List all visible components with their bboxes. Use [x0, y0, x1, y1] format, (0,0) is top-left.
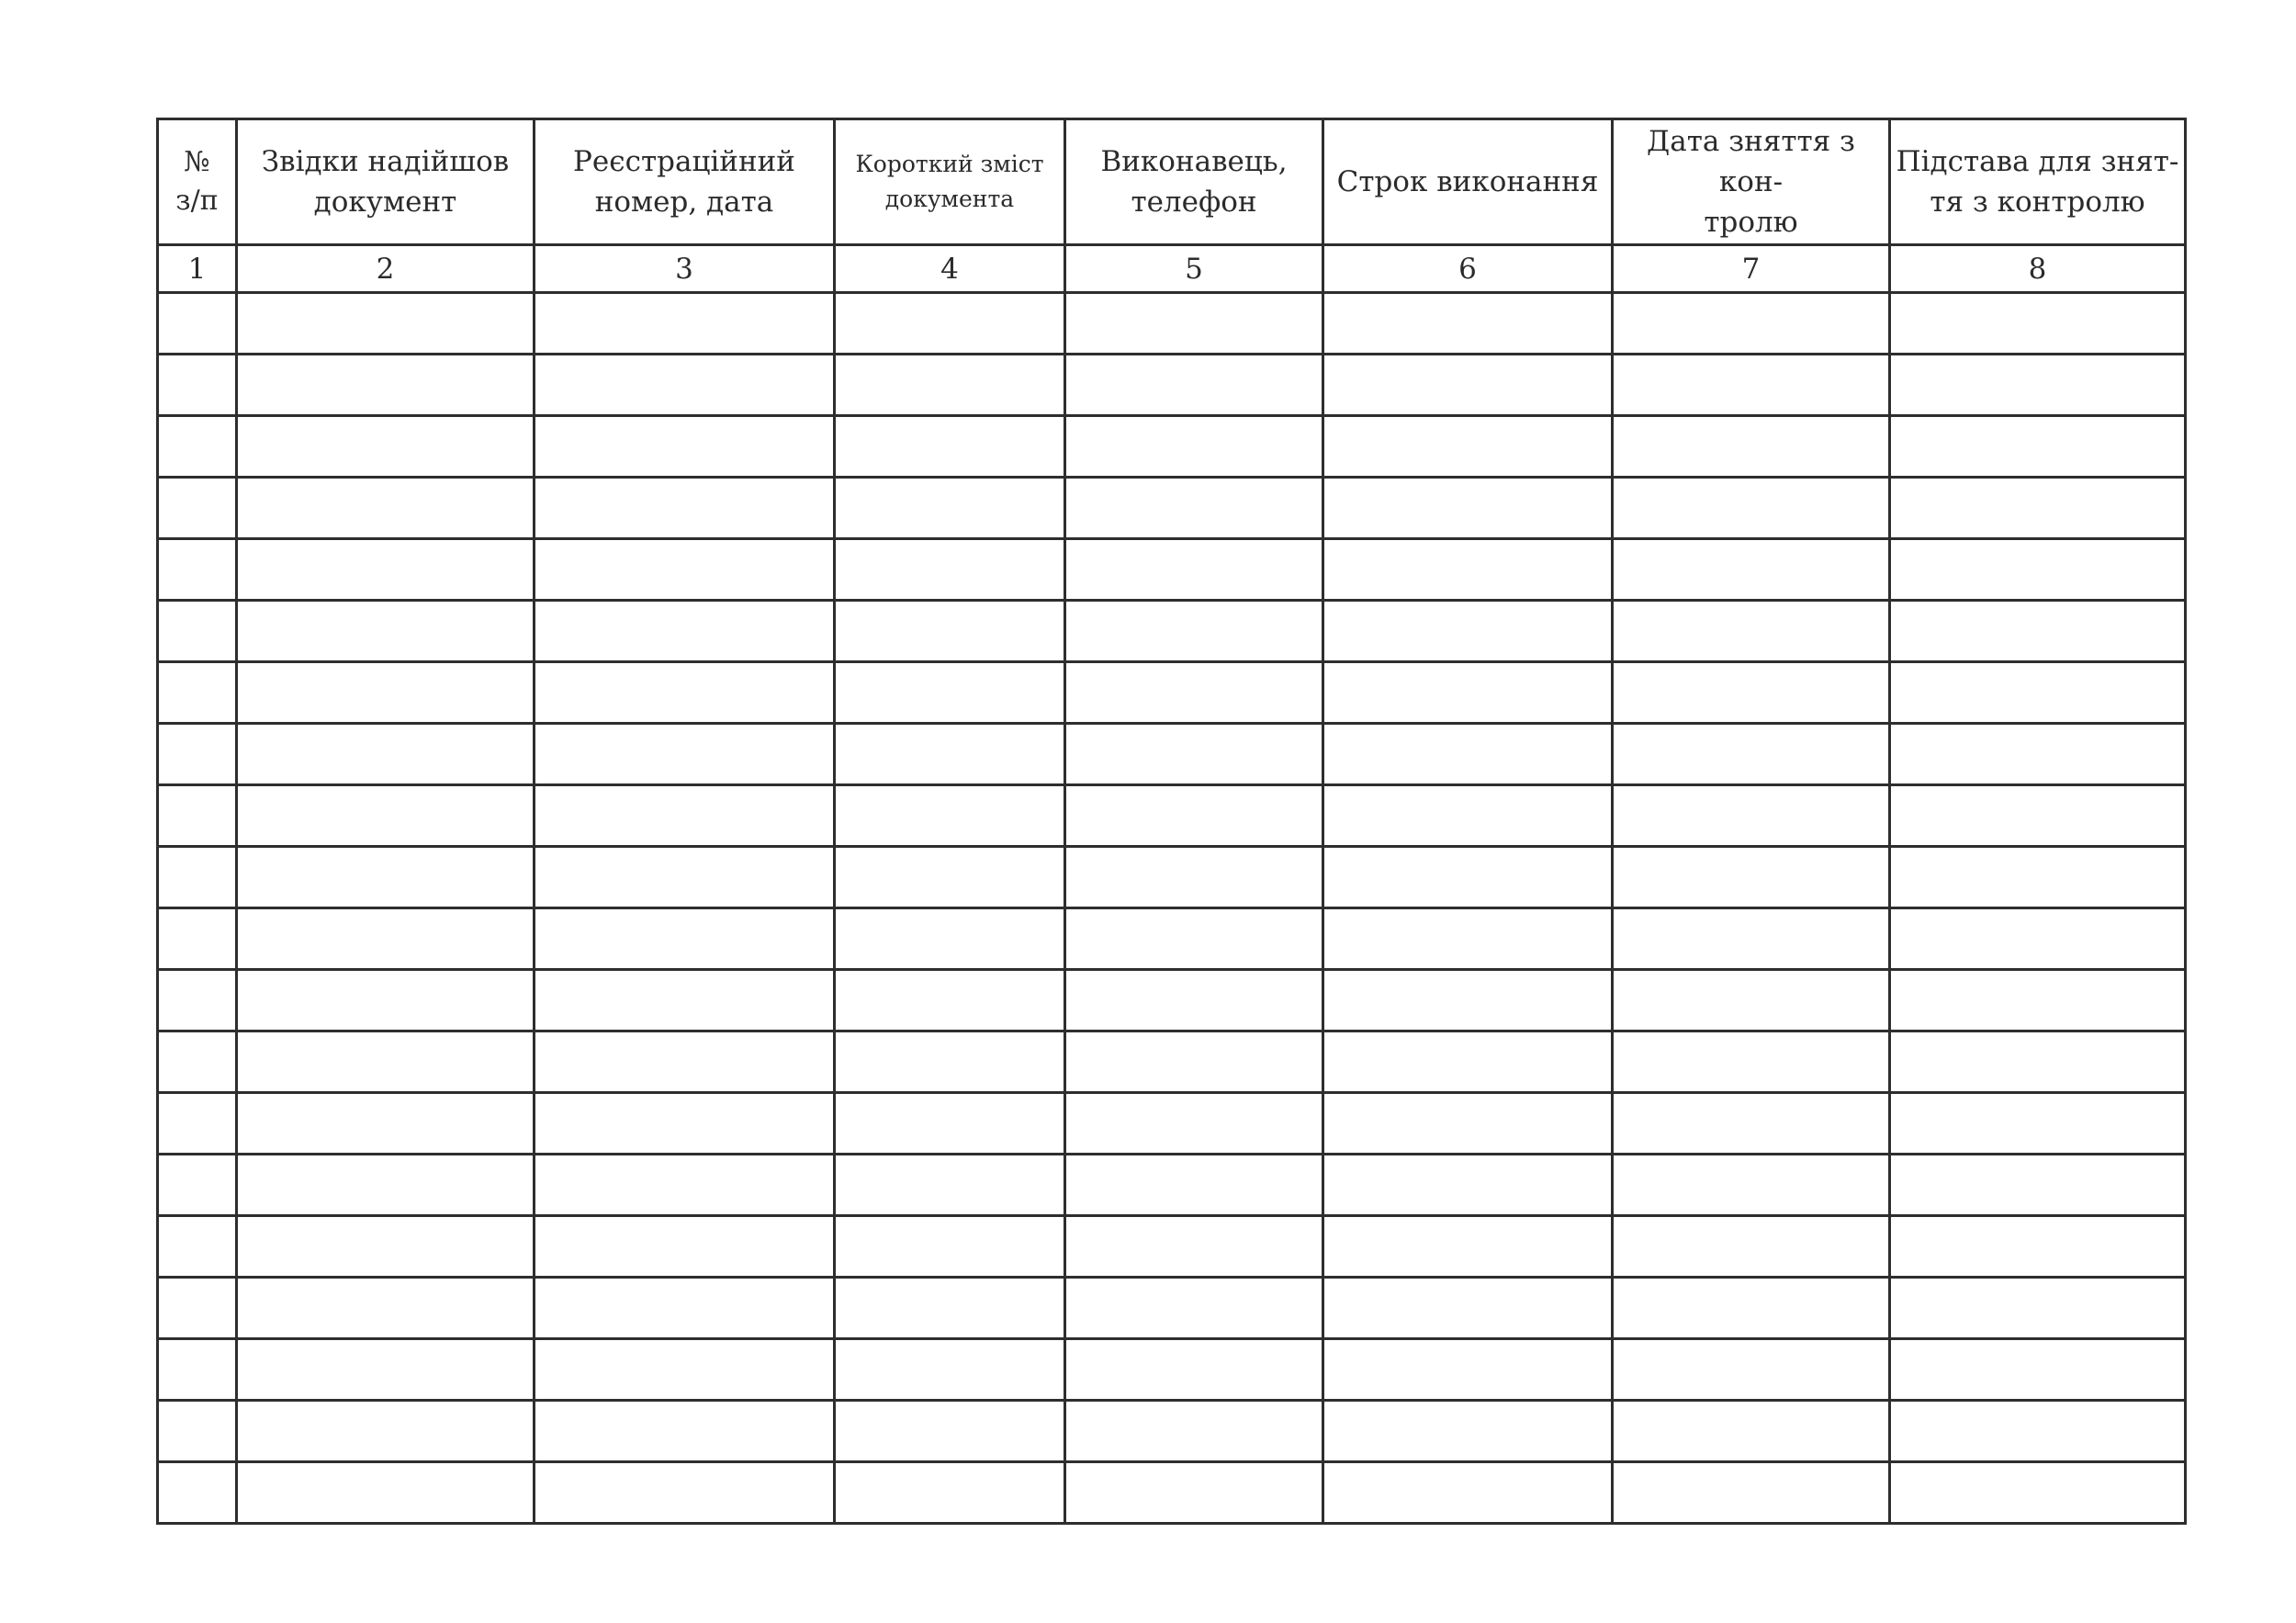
empty-cell	[1890, 785, 2186, 847]
header-row	[158, 119, 2186, 245]
empty-cell	[237, 416, 535, 478]
empty-cell	[1613, 970, 1890, 1031]
column-number: 4	[835, 245, 1065, 293]
empty-cell	[237, 478, 535, 539]
empty-cell	[1890, 662, 2186, 724]
empty-cell	[535, 416, 835, 478]
empty-cell	[1323, 1155, 1613, 1216]
empty-cell	[535, 1216, 835, 1278]
empty-cell	[1613, 1278, 1890, 1339]
empty-cell	[835, 1031, 1065, 1093]
empty-cell	[158, 1462, 237, 1524]
empty-cell	[1613, 1031, 1890, 1093]
header-cell-number: № з/п	[158, 119, 237, 245]
empty-cell	[1613, 662, 1890, 724]
empty-cell	[1890, 847, 2186, 908]
empty-cell	[1065, 1093, 1323, 1155]
empty-cell	[1323, 908, 1613, 970]
empty-cell	[1323, 847, 1613, 908]
empty-cell	[158, 355, 237, 416]
empty-cell	[1323, 478, 1613, 539]
empty-cell	[237, 1462, 535, 1524]
table-body	[158, 293, 2186, 1524]
empty-cell	[1890, 1401, 2186, 1462]
empty-cell	[237, 785, 535, 847]
empty-cell	[237, 847, 535, 908]
table-row	[158, 785, 2186, 847]
empty-cell	[237, 1339, 535, 1401]
empty-cell	[1065, 662, 1323, 724]
table-row	[158, 1155, 2186, 1216]
empty-cell	[1065, 1216, 1323, 1278]
column-number: 7	[1613, 245, 1890, 293]
empty-cell	[1065, 1339, 1323, 1401]
empty-cell	[158, 662, 237, 724]
empty-cell	[237, 1093, 535, 1155]
empty-cell	[1613, 1155, 1890, 1216]
empty-cell	[237, 293, 535, 355]
empty-cell	[1890, 416, 2186, 478]
empty-cell	[835, 724, 1065, 785]
empty-cell	[1890, 1031, 2186, 1093]
empty-cell	[535, 355, 835, 416]
empty-cell	[1323, 293, 1613, 355]
empty-cell	[835, 416, 1065, 478]
empty-cell	[1890, 1093, 2186, 1155]
empty-cell	[1065, 1401, 1323, 1462]
header-cell-registration: Реєстраційний номер, дата	[535, 119, 835, 245]
table-row	[158, 1031, 2186, 1093]
table-row	[158, 293, 2186, 355]
empty-cell	[1065, 785, 1323, 847]
empty-cell	[1613, 478, 1890, 539]
column-number: 5	[1065, 245, 1323, 293]
column-number: 1	[158, 245, 237, 293]
empty-cell	[835, 970, 1065, 1031]
empty-cell	[158, 539, 237, 601]
empty-cell	[835, 1401, 1065, 1462]
empty-cell	[158, 1031, 237, 1093]
empty-cell	[158, 724, 237, 785]
empty-cell	[237, 724, 535, 785]
empty-cell	[835, 1216, 1065, 1278]
empty-cell	[835, 1155, 1065, 1216]
empty-cell	[535, 539, 835, 601]
empty-cell	[1613, 1339, 1890, 1401]
empty-cell	[835, 662, 1065, 724]
empty-cell	[158, 478, 237, 539]
empty-cell	[535, 1093, 835, 1155]
empty-cell	[1323, 1216, 1613, 1278]
empty-cell	[1065, 1278, 1323, 1339]
empty-cell	[1613, 355, 1890, 416]
empty-cell	[535, 1339, 835, 1401]
empty-cell	[1613, 908, 1890, 970]
empty-cell	[1890, 601, 2186, 662]
empty-cell	[1065, 970, 1323, 1031]
header-cell-executor: Виконавець, телефон	[1065, 119, 1323, 245]
column-number: 8	[1890, 245, 2186, 293]
empty-cell	[158, 847, 237, 908]
empty-cell	[158, 1216, 237, 1278]
empty-cell	[1890, 908, 2186, 970]
empty-cell	[1065, 539, 1323, 601]
empty-cell	[1890, 1339, 2186, 1401]
table-row	[158, 1093, 2186, 1155]
empty-cell	[158, 970, 237, 1031]
table-row	[158, 1278, 2186, 1339]
empty-cell	[835, 478, 1065, 539]
column-number-row	[158, 245, 2186, 293]
table-row	[158, 970, 2186, 1031]
empty-cell	[1065, 355, 1323, 416]
empty-cell	[835, 1462, 1065, 1524]
empty-cell	[535, 847, 835, 908]
empty-cell	[237, 355, 535, 416]
empty-cell	[835, 785, 1065, 847]
header-cell-source: Звідки надійшов документ	[237, 119, 535, 245]
empty-cell	[1890, 1155, 2186, 1216]
empty-cell	[1323, 1031, 1613, 1093]
empty-cell	[1323, 1401, 1613, 1462]
empty-cell	[1065, 1462, 1323, 1524]
empty-cell	[535, 1462, 835, 1524]
empty-cell	[1613, 1093, 1890, 1155]
empty-cell	[1890, 478, 2186, 539]
empty-cell	[835, 908, 1065, 970]
empty-cell	[1323, 539, 1613, 601]
empty-cell	[158, 1278, 237, 1339]
empty-cell	[1065, 293, 1323, 355]
empty-cell	[1890, 293, 2186, 355]
empty-cell	[535, 662, 835, 724]
table-row	[158, 416, 2186, 478]
header-cell-removal-basis: Підстава для знят- тя з контролю	[1890, 119, 2186, 245]
empty-cell	[535, 970, 835, 1031]
empty-cell	[1613, 416, 1890, 478]
empty-cell	[1613, 724, 1890, 785]
empty-cell	[1323, 1093, 1613, 1155]
table-row	[158, 478, 2186, 539]
empty-cell	[158, 1093, 237, 1155]
empty-cell	[1890, 1462, 2186, 1524]
empty-cell	[835, 1278, 1065, 1339]
empty-cell	[1065, 1155, 1323, 1216]
column-number: 3	[535, 245, 835, 293]
table-row	[158, 539, 2186, 601]
header-cell-deadline: Строк виконання	[1323, 119, 1613, 245]
empty-cell	[1613, 293, 1890, 355]
empty-cell	[535, 1155, 835, 1216]
empty-cell	[1065, 1031, 1323, 1093]
empty-cell	[1323, 1278, 1613, 1339]
empty-cell	[158, 416, 237, 478]
table-row	[158, 724, 2186, 785]
empty-cell	[835, 1339, 1065, 1401]
empty-cell	[835, 293, 1065, 355]
empty-cell	[1323, 416, 1613, 478]
empty-cell	[237, 601, 535, 662]
empty-cell	[835, 539, 1065, 601]
control-register-table	[156, 118, 2187, 1525]
empty-cell	[158, 908, 237, 970]
empty-cell	[158, 1155, 237, 1216]
empty-cell	[1890, 1278, 2186, 1339]
column-number: 2	[237, 245, 535, 293]
empty-cell	[1613, 847, 1890, 908]
empty-cell	[535, 785, 835, 847]
table-row	[158, 355, 2186, 416]
empty-cell	[835, 1093, 1065, 1155]
column-number: 6	[1323, 245, 1613, 293]
empty-cell	[1323, 355, 1613, 416]
table-row	[158, 1401, 2186, 1462]
empty-cell	[535, 1278, 835, 1339]
empty-cell	[237, 662, 535, 724]
table-row	[158, 662, 2186, 724]
empty-cell	[1890, 724, 2186, 785]
empty-cell	[1323, 724, 1613, 785]
empty-cell	[158, 1401, 237, 1462]
header-cell-summary: Короткий зміст документа	[835, 119, 1065, 245]
empty-cell	[835, 355, 1065, 416]
empty-cell	[158, 601, 237, 662]
empty-cell	[535, 293, 835, 355]
table-row	[158, 1462, 2186, 1524]
empty-cell	[535, 1031, 835, 1093]
empty-cell	[1065, 724, 1323, 785]
empty-cell	[1613, 1401, 1890, 1462]
empty-cell	[237, 908, 535, 970]
empty-cell	[1065, 416, 1323, 478]
empty-cell	[1323, 662, 1613, 724]
empty-cell	[1065, 847, 1323, 908]
empty-cell	[1890, 355, 2186, 416]
empty-cell	[1323, 785, 1613, 847]
table-row	[158, 908, 2186, 970]
empty-cell	[1613, 1462, 1890, 1524]
empty-cell	[1890, 539, 2186, 601]
empty-cell	[1323, 601, 1613, 662]
empty-cell	[158, 785, 237, 847]
table-row	[158, 847, 2186, 908]
empty-cell	[237, 1031, 535, 1093]
empty-cell	[158, 293, 237, 355]
empty-cell	[535, 724, 835, 785]
empty-cell	[1065, 601, 1323, 662]
empty-cell	[237, 1155, 535, 1216]
empty-cell	[237, 1278, 535, 1339]
empty-cell	[1613, 539, 1890, 601]
empty-cell	[158, 1339, 237, 1401]
empty-cell	[1323, 1462, 1613, 1524]
table-row	[158, 1216, 2186, 1278]
empty-cell	[237, 539, 535, 601]
empty-cell	[535, 908, 835, 970]
empty-cell	[1323, 970, 1613, 1031]
empty-cell	[1613, 601, 1890, 662]
empty-cell	[237, 1216, 535, 1278]
empty-cell	[237, 1401, 535, 1462]
empty-cell	[1890, 970, 2186, 1031]
table-row	[158, 601, 2186, 662]
header-cell-removal-date: Дата зняття з кон- тролю	[1613, 119, 1890, 245]
empty-cell	[1065, 908, 1323, 970]
empty-cell	[1323, 1339, 1613, 1401]
empty-cell	[1613, 1216, 1890, 1278]
empty-cell	[1613, 785, 1890, 847]
empty-cell	[237, 970, 535, 1031]
empty-cell	[1065, 478, 1323, 539]
empty-cell	[835, 601, 1065, 662]
empty-cell	[535, 478, 835, 539]
empty-cell	[835, 847, 1065, 908]
table-row	[158, 1339, 2186, 1401]
empty-cell	[535, 601, 835, 662]
empty-cell	[535, 1401, 835, 1462]
empty-cell	[1890, 1216, 2186, 1278]
